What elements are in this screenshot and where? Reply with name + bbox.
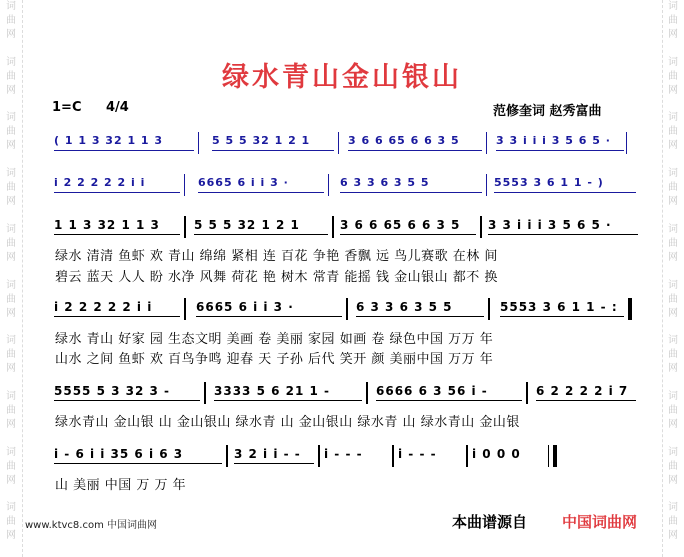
barline: [392, 445, 394, 467]
watermark-glyph: 曲: [668, 293, 678, 305]
watermark-glyph: 词: [6, 390, 16, 402]
watermark-glyph: 曲: [668, 349, 678, 361]
lyrics-verse-2: 山水 之间 鱼虾 欢 百鸟争鸣 迎春 天 子孙 后代 笑开 颜 美丽中国 万万 年: [55, 352, 494, 367]
watermark-glyph: 词: [6, 502, 16, 514]
watermark-glyph: 曲: [668, 70, 678, 82]
measure: 5 5 5 32 1 2 1: [194, 218, 328, 238]
watermark-glyph: 词: [668, 279, 678, 291]
watermark-glyph: 词: [6, 168, 16, 180]
watermark-glyph: 曲: [668, 404, 678, 416]
measure: 3 6 6 65 6 6 3 5: [348, 134, 482, 154]
watermark-glyph: 曲: [6, 237, 16, 249]
measure: 6665 6 i i 3 ·: [198, 176, 324, 196]
measure: i - 6 i i 35 6 i 6 3: [54, 447, 222, 467]
staff-line-2: [48, 172, 638, 202]
watermark-glyph: 网: [668, 251, 678, 263]
footer-brand[interactable]: 中国词曲网: [562, 513, 638, 531]
lyrics-verse-2: 碧云 蓝天 人人 盼 水净 风舞 荷花 艳 树木 常青 能摇 钱 金山银山 都不 换: [55, 270, 498, 285]
watermark-glyph: 网: [668, 140, 678, 152]
lyrics-verse-1: 绿水 青山 好家 园 生态文明 美画 卷 美丽 家园 如画 卷 绿色中国 万万 年: [55, 332, 494, 347]
staff-line-3: [48, 214, 638, 244]
watermark-glyph: 网: [6, 196, 16, 208]
barline: [318, 445, 320, 467]
measure: 3333 5 6 21 1 -: [214, 384, 362, 404]
watermark-glyph: 曲: [6, 293, 16, 305]
measure: 6 2 2 2 2 i 7: [536, 384, 636, 404]
measure: 3 3 i i i 3 5 6 5 ·: [488, 218, 638, 238]
measure: 3 3 i i i 3 5 6 5 ·: [496, 134, 624, 154]
song-title: 绿水青山金山银山: [222, 62, 462, 93]
barline: [486, 132, 487, 154]
measure: 6 3 3 6 3 5 5: [356, 300, 484, 320]
measure: i 2 2 2 2 2 i i: [54, 300, 180, 320]
watermark-glyph: 曲: [668, 15, 678, 26]
measure: i - - -: [324, 447, 363, 461]
watermark-glyph: 词: [6, 223, 16, 235]
barline: [480, 216, 482, 238]
barline: [346, 298, 348, 320]
footer-source-label: 本曲谱源自: [452, 513, 528, 531]
measure: 5 5 5 32 1 2 1: [212, 134, 334, 154]
measure: 3 2 i i - -: [234, 447, 314, 467]
watermark-glyph: 曲: [668, 237, 678, 249]
barline: [366, 382, 368, 404]
watermark-glyph: 词: [668, 390, 678, 402]
measure: i 0 0 0: [472, 447, 521, 461]
footer-site-url[interactable]: www.ktvc8.com 中国词曲网: [25, 520, 158, 531]
measure: i - - -: [398, 447, 437, 461]
watermark-glyph: 曲: [6, 126, 16, 138]
watermark-glyph: 网: [668, 418, 678, 430]
watermark-glyph: 网: [668, 196, 678, 208]
watermark-glyph: 网: [6, 307, 16, 319]
watermark-glyph: 词: [668, 446, 678, 458]
watermark-glyph: 网: [6, 29, 16, 40]
lyrics-verse-1: 绿水 清清 鱼虾 欢 青山 绵绵 紧相 连 百花 争艳 香飘 远 鸟儿赛歌 在林 间: [55, 249, 498, 264]
repeat-end-barline: [628, 298, 632, 320]
measure: 3 6 6 65 6 6 3 5: [340, 218, 476, 238]
watermark-glyph: 词: [668, 112, 678, 124]
watermark-glyph: 词: [6, 1, 16, 12]
staff-line-1: [48, 130, 638, 160]
watermark-glyph: 词: [6, 112, 16, 124]
lyrics-line: 山 美丽 中国 万 万 年: [55, 478, 187, 493]
barline: [184, 216, 186, 238]
watermark-glyph: 曲: [6, 404, 16, 416]
measure: 6666 6 3 56 i -: [376, 384, 522, 404]
final-barline-thin: [548, 445, 549, 467]
barline: [328, 174, 329, 196]
barline: [626, 132, 627, 154]
watermark-glyph: 网: [6, 474, 16, 486]
watermark-glyph: 词: [668, 335, 678, 347]
watermark-glyph: 曲: [6, 460, 16, 472]
watermark-glyph: 词: [668, 223, 678, 235]
watermark-glyph: 网: [6, 84, 16, 96]
measure: 6665 6 i i 3 ·: [196, 300, 342, 320]
measure: 1 1 3 32 1 1 3: [54, 218, 180, 238]
barline: [184, 298, 186, 320]
barline: [486, 174, 487, 196]
barline: [226, 445, 228, 467]
watermark-glyph: 词: [6, 335, 16, 347]
barline: [332, 216, 334, 238]
watermark-glyph: 词: [668, 168, 678, 180]
barline: [488, 298, 490, 320]
barline: [466, 445, 468, 467]
watermark-glyph: 曲: [668, 182, 678, 194]
watermark-glyph: 网: [668, 29, 678, 40]
watermark-glyph: 网: [668, 474, 678, 486]
watermark-glyph: 曲: [6, 516, 16, 528]
watermark-glyph: 曲: [668, 460, 678, 472]
final-barline-thick: [553, 445, 557, 467]
watermark-glyph: 网: [668, 84, 678, 96]
watermark-glyph: 词: [6, 446, 16, 458]
watermark-glyph: 网: [668, 363, 678, 375]
measure: 6 3 3 6 3 5 5: [340, 176, 482, 196]
staff-line-4: [48, 296, 638, 326]
watermark-glyph: 曲: [668, 516, 678, 528]
measure: 5553 3 6 1 1 - ): [494, 176, 636, 196]
barline: [184, 174, 185, 196]
key-signature: 1=C: [52, 100, 82, 115]
watermark-glyph: 曲: [668, 126, 678, 138]
barline: [338, 132, 339, 154]
watermark-glyph: 网: [6, 530, 16, 542]
time-signature: 4/4: [106, 100, 129, 115]
barline: [198, 132, 199, 154]
watermark-glyph: 曲: [6, 349, 16, 361]
watermark-glyph: 词: [6, 279, 16, 291]
measure: ( 1 1 3 32 1 1 3: [54, 134, 194, 154]
measure: i 2 2 2 2 2 i i: [54, 176, 180, 196]
watermark-glyph: 网: [6, 140, 16, 152]
song-credits: 范修奎词 赵秀富曲: [493, 104, 602, 119]
measure: 5555 5 3 32 3 -: [54, 384, 200, 404]
watermark-glyph: 网: [6, 251, 16, 263]
watermark-glyph: 曲: [6, 70, 16, 82]
watermark-glyph: 词: [668, 56, 678, 68]
watermark-glyph: 网: [6, 418, 16, 430]
watermark-glyph: 词: [668, 502, 678, 514]
watermark-glyph: 词: [6, 56, 16, 68]
staff-line-6: [48, 443, 638, 473]
watermark-glyph: 网: [668, 307, 678, 319]
watermark-glyph: 网: [6, 363, 16, 375]
measure: 5553 3 6 1 1 - :: [500, 300, 624, 320]
watermark-glyph: 网: [668, 530, 678, 542]
lyrics-line: 绿水青山 金山银 山 金山银山 绿水青 山 金山银山 绿水青 山 绿水青山 金山银: [55, 415, 520, 430]
watermark-glyph: 曲: [6, 182, 16, 194]
watermark-glyph: 词: [668, 1, 678, 12]
watermark-glyph: 曲: [6, 15, 16, 26]
barline: [526, 382, 528, 404]
barline: [204, 382, 206, 404]
staff-line-5: [48, 380, 638, 410]
